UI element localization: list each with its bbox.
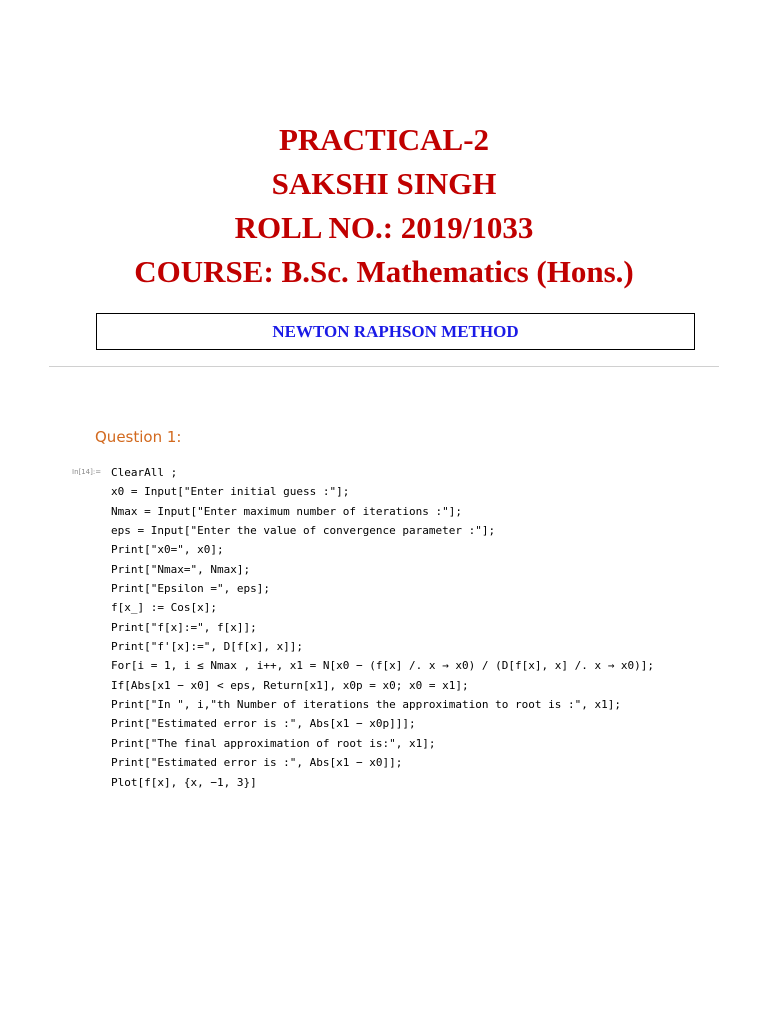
code-line: Print["x0=", x0]; <box>111 543 224 557</box>
method-title-box <box>96 313 695 350</box>
code-line: Print["In ", i,"th Number of iterations the approximation to root is :", x1]; <box>111 698 621 712</box>
code-line: Print["f'[x]:=", D[f[x], x]]; <box>111 640 304 654</box>
code-line: Plot[f[x], {x, −1, 3}] <box>111 775 257 789</box>
code-line: Print["Epsilon =", eps]; <box>111 582 270 596</box>
code-line: Print["The final approximation of root is:", x1]; <box>111 736 436 750</box>
method-title: NEWTON RAPHSON METHOD <box>272 322 519 341</box>
roll-number: ROLL NO.: 2019/1033 <box>234 210 534 245</box>
student-name: SAKSHI SINGH <box>271 166 497 201</box>
code-line: Print["Estimated error is :", Abs[x1 − x0]]; <box>111 756 403 770</box>
document-header <box>0 118 768 294</box>
practical-title: PRACTICAL-2 <box>278 122 490 157</box>
input-cell-code[interactable] <box>111 463 654 792</box>
input-cell-label: In[14]:= <box>72 468 102 476</box>
code-line: x0 = Input["Enter initial guess :"]; <box>111 485 350 499</box>
section-divider <box>49 366 719 367</box>
course-name: COURSE: B.Sc. Mathematics (Hons.) <box>134 254 634 289</box>
code-line: f[x_] := Cos[x]; <box>111 601 217 615</box>
code-line: If[Abs[x1 − x0] < eps, Return[x1], x0p = x0; x0 = x1]; <box>111 678 469 692</box>
code-line: Print["f[x]:=", f[x]]; <box>111 620 257 634</box>
code-line: ClearAll ; <box>111 466 178 479</box>
code-line: Nmax = Input["Enter maximum number of iterations :"]; <box>111 504 462 518</box>
code-line: Print["Nmax=", Nmax]; <box>111 562 251 576</box>
code-line: eps = Input["Enter the value of convergence parameter :"]; <box>111 524 496 538</box>
code-line: For[i = 1, i ≤ Nmax , i++, x1 = N[x0 − (f[x] /. x → x0) / (D[f[x], x] /. x → x0)]; <box>111 659 655 673</box>
code-line: Print["Estimated error is :", Abs[x1 − x0p]]]; <box>111 717 416 731</box>
question-heading: Question 1: <box>95 428 182 446</box>
